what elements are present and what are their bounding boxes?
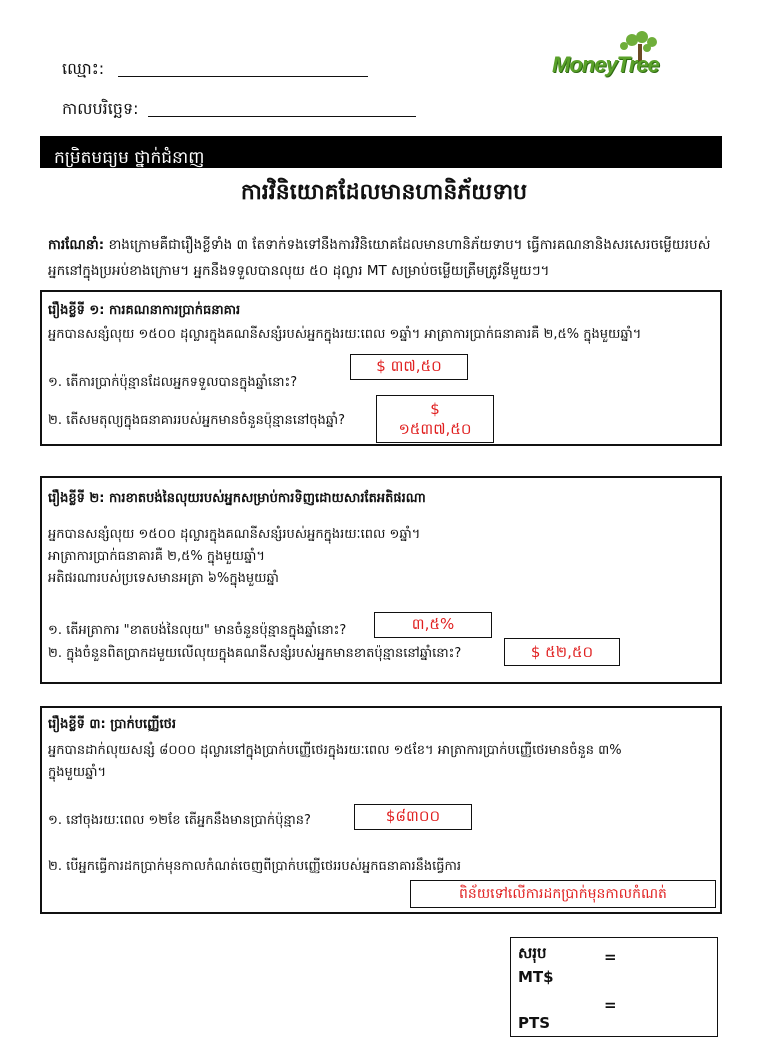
name-field-line[interactable]	[118, 76, 368, 77]
page-title: ការវិនិយោគដែលមានហានិភ័យទាប	[240, 180, 528, 205]
score-pts-label: PTS	[518, 1014, 551, 1032]
date-label: កាលបរិច្ឆេទ:	[62, 99, 139, 118]
score-mt-equals: =	[604, 996, 617, 1014]
name-label: ឈ្មោះ:	[62, 59, 105, 78]
story-3-answer-1[interactable]: $៨៣០០	[354, 804, 472, 830]
instructions-label: ការណែនាំ:	[48, 237, 105, 253]
score-total-equals: =	[604, 948, 617, 966]
story-2-answer-2[interactable]: $ ៥២,៥០	[504, 638, 620, 666]
logo-text: MoneyTree	[552, 52, 659, 77]
score-total-label: សរុប	[518, 944, 547, 962]
story-2-question-1: ១. តើអត្រាការ "ខាតបង់នៃលុយ" មានចំនួនប៉ុន្មានក្នុងឆ្នាំនោះ?	[48, 623, 347, 638]
story-1-heading: រឿងខ្លីទី ១: ការគណនាការប្រាក់ធនាគារ	[48, 303, 241, 318]
story-2-question-2: ២. ក្នុងចំនួនពិតប្រាកដមួយលើលុយក្នុងគណនីសន្សំរបស់អ្នកមានខាតប៉ុន្មាននៅឆ្នាំនោះ?	[48, 646, 462, 661]
story-2-answer-1[interactable]: ៣,៥%	[374, 612, 492, 638]
story-3-body-line-1: អ្នកបានដាក់លុយសន្សំ ៨០០០ ដុល្លារនៅក្នុងប្រាក់បញ្ញើថេរក្នុងរយៈពេល ១៥ខែ។ អាត្រាការប្រាក់បញ្ញើថេរមានចំនួន ៣%	[48, 743, 622, 758]
story-2-line-2: អាត្រាការប្រាក់ធនាគារគឺ ២,៥% ក្នុងមួយឆ្នាំ។	[48, 549, 265, 564]
story-1-answer-2-value: ១៥៣៧,៥០	[398, 420, 472, 438]
story-3-body-line-2: ក្នុងមួយឆ្នាំ។	[48, 765, 107, 780]
story-1-question-2: ២. តើសមតុល្យក្នុងធនាគាររបស់អ្នកមានចំនួនប៉ុន្មាននៅចុងឆ្នាំ?	[48, 413, 346, 428]
story-1-answer-2-currency: $	[430, 400, 440, 418]
story-1-answer-2[interactable]	[376, 395, 494, 443]
story-1-question-1: ១. តើការប្រាក់ប៉ុន្មានដែលអ្នកទទួលបានក្នុងឆ្នាំនោះ?	[48, 375, 298, 390]
instructions-text: ខាងក្រោមគឺជារឿងខ្លីទាំង ៣ តែទាក់ទងទៅនឹងការវិនិយោគដែលមានហានិភ័យទាប។ ធ្វើការគណនានិងសរសេរចម្លើយរបស់អ្នកនៅក្នុងប្រអប់ខាងក្រោម។ អ្នកនឹងទទួលបានលុយ ៥០ ដុល្លារ MT សម្រាប់ចម្លើយត្រឹមត្រូវនីមួយៗ។	[48, 237, 711, 279]
level-banner	[40, 136, 722, 168]
story-2-line-1: អ្នកបានសន្សំលុយ ១៥០០ ដុល្លារក្នុងគណនីសន្សំរបស់អ្នកក្នុងរយៈពេល ១ឆ្នាំ។	[48, 527, 421, 542]
story-2-line-3: អតិផរណារបស់ប្រទេសមានអត្រា ៦%ក្នុងមួយឆ្នាំ	[48, 571, 279, 586]
level-banner-text: កម្រិតមធ្យម ថ្នាក់ជំនាញ	[54, 148, 205, 168]
story-2-heading: រឿងខ្លីទី ២: ការខាតបង់នៃលុយរបស់អ្នកសម្រាប់ការទិញដោយសារតែអតិផរណា	[48, 491, 426, 506]
story-3-answer-2[interactable]: ពិន័យទៅលើការដកប្រាក់មុនកាលកំណត់	[410, 880, 716, 908]
instructions	[48, 232, 724, 284]
story-3-heading: រឿងខ្លីទី ៣: ប្រាក់បញ្ញើថេរ	[48, 717, 177, 732]
money-tree-logo	[552, 30, 682, 86]
date-field-line[interactable]	[148, 116, 416, 117]
story-1-answer-1[interactable]: $ ៣៧,៥០	[350, 354, 468, 380]
story-3-question-1: ១. នៅចុងរយៈពេល ១២ខែ តើអ្នកនឹងមានប្រាក់ប៉ុន្មាន?	[48, 813, 311, 828]
score-mt-label: MT$	[518, 968, 554, 986]
story-1-body: អ្នកបានសន្សំលុយ ១៥០០ ដុល្លារក្នុងគណនីសន្សំរបស់អ្នកក្នុងរយៈពេល ១ឆ្នាំ។ អាត្រាការប្រាក់ធនាគារគឺ ២,៥% ក្នុងមួយឆ្នាំ។	[48, 327, 642, 342]
story-3-question-2: ២. បើអ្នកធ្វើការដកប្រាក់មុនកាលកំណត់ចេញពីប្រាក់បញ្ញើថេររបស់អ្នកធនាគារនឹងធ្វើការ	[48, 859, 462, 874]
